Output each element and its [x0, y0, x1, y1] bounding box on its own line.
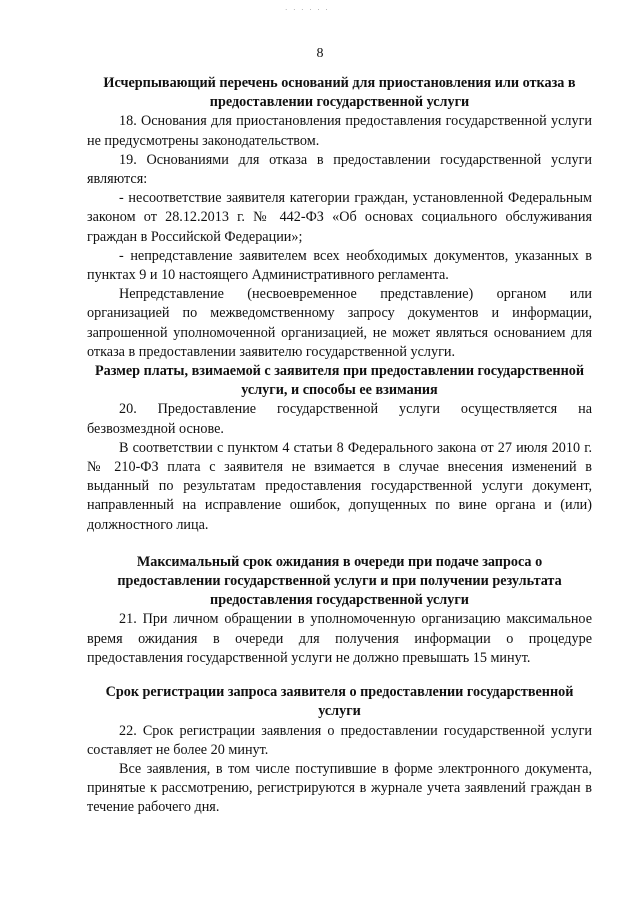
paragraph-21: 21. При личном обращении в уполномоченную организацию максимальное время ожидания в очереди для получения информации о процедуре предоставления государственной услуги не должно превышать 15 минут.: [87, 611, 592, 666]
paragraph-19-item-1: - несоответствие заявителя категории граждан, установленной Федеральным законом от 28.12.2013 г. № 442-ФЗ «Об основах социального обслуживания граждан в Российской Федерации»;: [87, 190, 592, 245]
paragraph-18: 18. Основания для приостановления предоставления государственной услуги не предусмотрены законодательством.: [87, 113, 592, 149]
section-heading-registration-time: Срок регистрации запроса заявителя о предоставлении государственной услуги: [105, 684, 574, 720]
page-content: [87, 74, 592, 818]
paragraph-22-note: Все заявления, в том числе поступившие в форме электронного документа, принятые к рассмотрению, регистрируются в журнале учета заявлений граждан в течение рабочего дня.: [87, 760, 592, 816]
paragraph-20-note: В соответствии с пунктом 4 статьи 8 Федерального закона от 27 июля 2010 г. № 210-ФЗ плата с заявителя не взимается в случае внесения изменений в выданный по результатам предоставления государственной услуги документ, направленный на исправление ошибок, допущенных по вине органа и (или) должностного лица.: [87, 439, 592, 533]
page-number: 8: [316, 46, 324, 61]
scan-marks: · · · · · ·: [285, 6, 330, 14]
section-heading-fee: Размер платы, взимаемой с заявителя при предоставлении государственной услуги, и способы ее взимания: [94, 363, 585, 399]
paragraph-19-note: Непредставление (несвоевременное представление) органом или организацией по межведомственному запросу документов и информации, запрошенной уполномоченной организацией, не может являться основанием для отказа в предоставлении заявителю государственной услуги.: [87, 286, 592, 360]
paragraph-22: 22. Срок регистрации заявления о предоставлении государственной услуги составляет не более 20 минут.: [87, 722, 592, 758]
paragraph-19-item-2: - непредставление заявителем всех необходимых документов, указанных в пунктах 9 и 10 настоящего Административного регламента.: [87, 247, 592, 284]
section-heading-queue-time: Максимальный срок ожидания в очереди при подаче запроса о предоставлении государственной услуги и при получении результата предоставления государственной услуги: [117, 553, 562, 609]
section-heading-grounds-refusal: Исчерпывающий перечень оснований для приостановления или отказа в предоставлении государственной услуги: [103, 75, 576, 111]
paragraph-20: 20. Предоставление государственной услуги осуществляется на безвозмездной основе.: [87, 401, 592, 437]
paragraph-19: 19. Основаниями для отказа в предоставлении государственной услуги являются:: [87, 151, 592, 188]
